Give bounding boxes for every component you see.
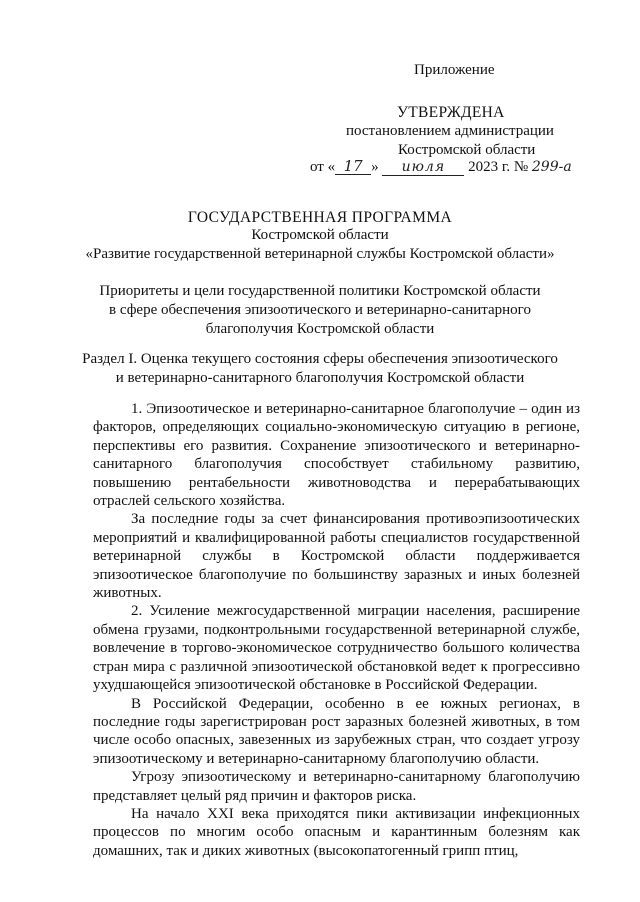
priorities-line: в сфере обеспечения эпизоотического и ветеринарно-санитарного bbox=[109, 302, 531, 318]
paragraph: 2. Усиление межгосударственной миграции населения, расширение обмена грузами, подконтрольными государственной ветеринарной службе, вовлечение в торгово-экономическое сотрудничество большого количества стран мира с различной эпизоотической обстановкой ведет к прогрессивно ухудшающейся эпизоотической обстановке в Российской Федерации. bbox=[93, 603, 580, 694]
paragraph: За последние годы за счет финансирования противоэпизоотических мероприятий и квалифицированной работы специалистов государственной ветеринарной службы в Костромской области поддерживается эпизоотическое благополучие по большинству заразных и иных болезней животных. bbox=[93, 511, 580, 602]
decree-month: июля bbox=[382, 159, 464, 176]
approved-region: Костромской области bbox=[398, 142, 536, 158]
priorities-heading bbox=[60, 282, 580, 339]
program-title: ГОСУДАРСТВЕННАЯ ПРОГРАММА bbox=[187, 209, 453, 226]
appendix-label: Приложение bbox=[414, 62, 495, 78]
decree-prefix: от « bbox=[310, 159, 336, 175]
priorities-line: благополучия Костромской области bbox=[205, 321, 435, 337]
decree-year: 2023 г. № bbox=[468, 159, 529, 175]
section-line: и ветеринарно-санитарного благополучия Костромской области bbox=[115, 370, 525, 386]
priorities-line: Приоритеты и цели государственной политики Костромской области bbox=[99, 283, 541, 299]
decree-line bbox=[310, 158, 582, 176]
program-name: «Развитие государственной ветеринарной службы Костромской области» bbox=[85, 246, 555, 262]
decree-number: 299-а bbox=[531, 159, 572, 175]
decree-mid: » bbox=[371, 159, 379, 175]
section-line: Раздел I. Оценка текущего состояния сферы обеспечения эпизоотического bbox=[82, 351, 558, 367]
approved-title: УТВЕРЖДЕНА bbox=[397, 104, 505, 121]
decree-day: 17 bbox=[335, 158, 371, 175]
paragraph: 1. Эпизоотическое и ветеринарно-санитарное благополучие – один из факторов, определяющих социально-экономическую ситуацию в регионе, перспективы его развития. Сохранение эпизоотического и ветеринарно-санитарного благополучия способствует стабильному развитию, повышению рентабельности животноводства и перерабатывающих отраслей сельского хозяйства. bbox=[93, 401, 580, 510]
program-region: Костромской области bbox=[251, 227, 389, 243]
approved-by: постановлением администрации bbox=[346, 123, 554, 139]
paragraph: В Российской Федерации, особенно в ее южных регионах, в последние годы зарегистрирован рост заразных болезней животных, в том числе особо опасных, завезенных из зарубежных стран, что создает угрозу эпизоотическому и ветеринарно-санитарному благополучию области. bbox=[93, 695, 580, 767]
paragraph: На начало XXI века приходятся пики активизации инфекционных процессов по многим особо опасным и карантинным болезням как домашних, так и диких животных (высокопатогенный грипп птиц, bbox=[93, 805, 580, 859]
section-heading bbox=[60, 350, 580, 388]
body-text bbox=[93, 400, 580, 860]
paragraph: Угрозу эпизоотическому и ветеринарно-санитарному благополучию представляет целый ряд причин и факторов риска. bbox=[93, 769, 580, 804]
